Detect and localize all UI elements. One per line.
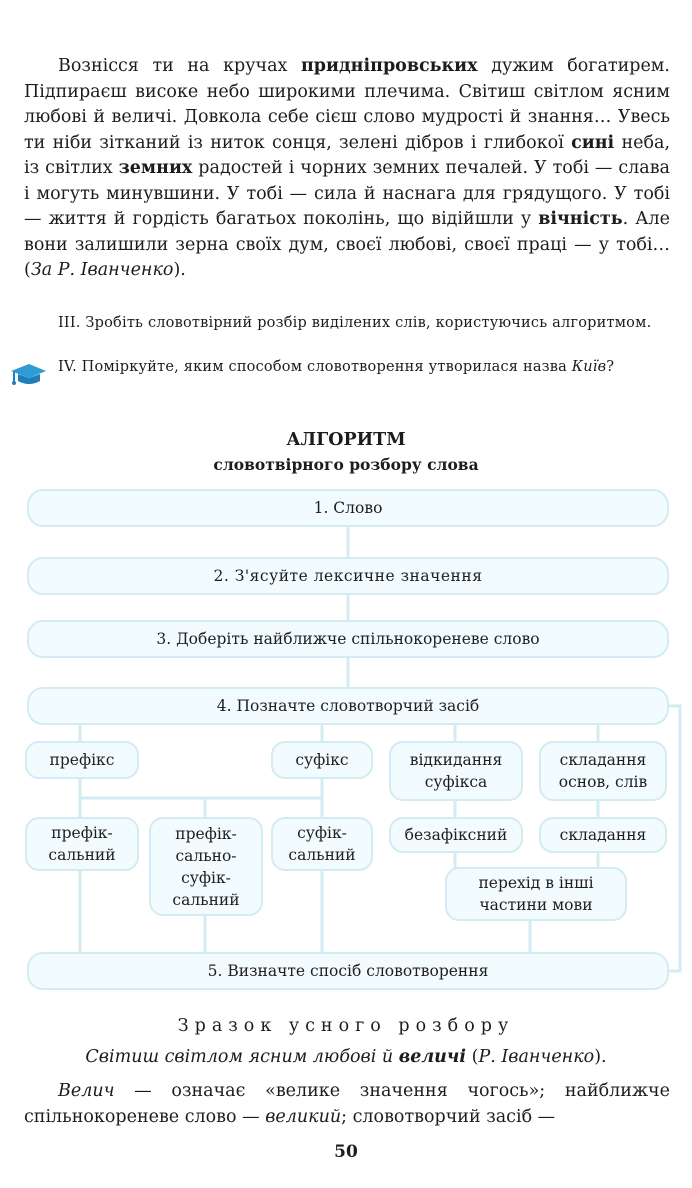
means-compound-stems: складання основ, слів: [558, 751, 648, 791]
sample-source: (Р. Іванченко).: [471, 1047, 607, 1067]
method-prefixal: префік- сальний: [48, 824, 116, 864]
method-conversion: перехід в інші частини мови: [478, 874, 594, 914]
method-nonaffixal: безафіксний: [404, 826, 508, 844]
step-2-meaning: 2. З'ясуйте лексичне значення: [213, 567, 483, 585]
highlighted-word: земних: [118, 158, 193, 178]
text-run: ).: [173, 260, 186, 280]
text-run: ?: [606, 359, 615, 375]
text-run: дужим богатирем. Підпираєш високе небо широкими плечима. Світиш світлом ясним любові й величі. Довкола себе сієш слово мудрості й знання… Увесь ти ніби зітканий із ниток сонця, зелені дібров і глибокої: [24, 56, 670, 153]
means-drop-suffix: відкидання суфікса: [409, 751, 503, 791]
means-suffix: суфікс: [295, 751, 349, 769]
algorithm-title: АЛГОРИТМ: [286, 430, 406, 450]
sample-sentence-text: Світиш світлом ясним любові й: [85, 1047, 399, 1067]
text-run: ; словотворчий засіб —: [341, 1106, 556, 1127]
text-run: . Але вони залишили зерна своїх дум, своєї любові, своєї праці — у тобі… (: [24, 209, 670, 280]
algorithm-subtitle: словотвірного розбору слова: [213, 455, 479, 474]
sample-highlighted-word: величі: [398, 1047, 467, 1067]
method-prefix-suffixal: префік- сально- суфік- сальний: [172, 824, 240, 909]
task-3: ІІІ. Зробіть словотвірний розбір виділених слів, користуючись алгоритмом.: [58, 315, 652, 331]
text-run: Вознісся ти на кручах: [58, 56, 301, 76]
method-compounding: складання: [559, 826, 647, 844]
page-number: 50: [334, 1142, 358, 1162]
sample-sentence: [0, 1047, 692, 1067]
italic-word: Київ: [571, 359, 607, 375]
means-prefix: префікс: [49, 751, 115, 769]
text-run: неба, із світлих: [24, 132, 671, 178]
highlighted-word: вічність: [538, 209, 623, 229]
highlighted-word: придніпровських: [300, 56, 478, 76]
step-4-means: 4. Позначте словотворчий засіб: [216, 697, 480, 715]
sample-title: Зразок усного розбору: [177, 1016, 515, 1036]
text-run: радостей і чорних земних печалей. У тобі — слава і могуть минувшини. У тобі — сила й наснага для грядущого. У тобі — життя й гордість багатьох поколінь, що відійшли у: [24, 158, 670, 229]
step-5-method: 5. Визначте спосіб словотворення: [207, 962, 489, 980]
analysis-word: Велич: [58, 1081, 115, 1101]
text-run: — означає «велике значення чогось»; найближче спільнокореневе слово —: [24, 1081, 670, 1127]
step-1-word: 1. Слово: [313, 499, 383, 517]
method-suffixal: суфік- сальний: [288, 824, 356, 864]
text-run: IV. Поміркуйте, яким способом словотворення утворилася назва: [58, 359, 572, 375]
step-3-cognate: 3. Доберіть найближче спільнокореневе слово: [156, 630, 540, 648]
source-attribution: За Р. Іванченко: [30, 260, 174, 280]
highlighted-word: сині: [571, 132, 615, 153]
sample-analysis: [24, 1079, 670, 1130]
analysis-cognate: великий: [265, 1106, 342, 1127]
